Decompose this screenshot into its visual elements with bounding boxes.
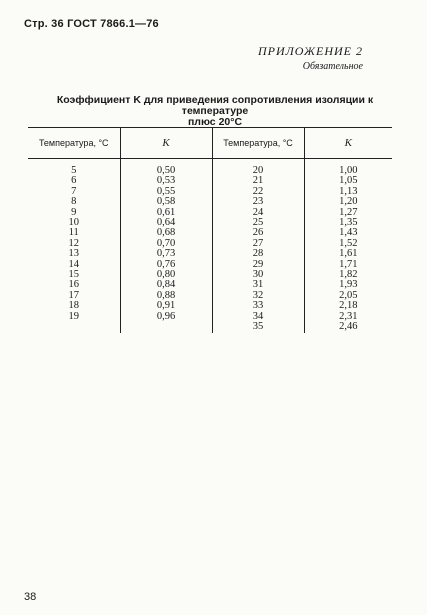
cell-k-right: 1,05 — [339, 175, 358, 187]
cell-temperature-left: 10 — [28, 218, 120, 228]
cell-k-right: 1,00 — [339, 165, 358, 176]
appendix-subtitle: Обязательное — [302, 61, 363, 72]
cell-k-right: 1,35 — [339, 217, 358, 229]
cell-temperature-left: 12 — [28, 239, 120, 249]
cell-k-left: 0,91 — [120, 301, 212, 311]
cell-k-left: 0,53 — [120, 176, 212, 186]
cell-temperature-right: 24 — [212, 208, 304, 218]
cell-k-right: 2,46 — [339, 321, 358, 333]
cell-temperature-left: 16 — [28, 280, 120, 290]
cell-k-left: 0,58 — [120, 197, 212, 207]
cell-temperature-right: 30 — [212, 270, 304, 280]
cell-k-left: 0,68 — [120, 228, 212, 238]
cell-temperature-left: 13 — [28, 249, 120, 259]
cell-temperature-left: 8 — [28, 197, 120, 207]
cell-temperature-left: 18 — [28, 301, 120, 311]
table-row — [28, 218, 392, 228]
table-row — [28, 208, 392, 218]
cell-k-left — [120, 322, 212, 332]
header-temperature-left: Температура, °С — [28, 128, 120, 159]
cell-k-left: 0,96 — [120, 312, 212, 322]
cell-k-left: 0,61 — [120, 208, 212, 218]
cell-k-left: 0,84 — [120, 280, 212, 290]
table-row — [28, 301, 392, 311]
page-label: Стр. 36 — [24, 18, 64, 30]
table-row — [28, 197, 392, 207]
cell-temperature-left: 11 — [28, 228, 120, 238]
cell-k-left: 0,50 — [120, 159, 212, 177]
cell-temperature-right: 21 — [212, 176, 304, 186]
cell-temperature-left: 15 — [28, 270, 120, 280]
cell-k-right: 1,52 — [339, 237, 358, 249]
cell-k-right: 1,20 — [339, 196, 358, 208]
cell-temperature-left: 5 — [28, 159, 120, 177]
cell-temperature-right: 25 — [212, 218, 304, 228]
cell-k-left: 0,76 — [120, 260, 212, 270]
header-k-left: K — [120, 128, 212, 159]
cell-temperature-left: 14 — [28, 260, 120, 270]
table-row — [28, 291, 392, 301]
cell-k-right: 2,05 — [339, 289, 358, 301]
cell-k-right: 2,31 — [339, 310, 358, 322]
cell-k-left: 0,55 — [120, 187, 212, 197]
table-row — [28, 270, 392, 280]
table-row — [28, 249, 392, 259]
table-row — [28, 159, 392, 177]
header-temperature-right: Температура, °С — [212, 128, 304, 159]
appendix-title: ПРИЛОЖЕНИЕ 2 — [258, 44, 363, 58]
table-row — [28, 239, 392, 249]
cell-temperature-right: 28 — [212, 249, 304, 259]
cell-k-right: 1,61 — [339, 248, 358, 260]
cell-temperature-right: 26 — [212, 228, 304, 238]
table-row — [28, 187, 392, 197]
cell-temperature-right: 34 — [212, 312, 304, 322]
table-caption-line1: Коэффициент K для приведения сопротивления изоляции к температуре — [56, 94, 374, 117]
table-row — [28, 312, 392, 322]
table-row — [28, 322, 392, 332]
cell-k-right: 1,43 — [339, 227, 358, 239]
cell-temperature-left: 7 — [28, 187, 120, 197]
page-header — [24, 18, 159, 30]
cell-temperature-left: 19 — [28, 312, 120, 322]
standard-designation: ГОСТ 7866.1—76 — [67, 18, 159, 30]
table-row — [28, 176, 392, 186]
header-k-right: K — [304, 128, 392, 159]
cell-k-left: 0,73 — [120, 249, 212, 259]
cell-temperature-left: 17 — [28, 291, 120, 301]
cell-k-right: 1,93 — [339, 279, 358, 291]
cell-temperature-right: 32 — [212, 291, 304, 301]
table-caption — [40, 95, 390, 128]
cell-temperature-right: 22 — [212, 187, 304, 197]
cell-temperature-right: 20 — [212, 159, 304, 177]
cell-k-left: 0,70 — [120, 239, 212, 249]
cell-k-left: 0,80 — [120, 270, 212, 280]
cell-temperature-right: 35 — [212, 322, 304, 332]
cell-k-right: 1,82 — [339, 269, 358, 281]
cell-temperature-right: 27 — [212, 239, 304, 249]
cell-k-left: 0,64 — [120, 218, 212, 228]
cell-temperature-right: 23 — [212, 197, 304, 207]
table-row — [28, 228, 392, 238]
coefficient-table — [28, 127, 392, 333]
table-row — [28, 280, 392, 290]
table-caption-line2: плюс 20°C — [187, 116, 243, 128]
cell-k-right: 1,71 — [339, 258, 358, 270]
cell-temperature-left: 9 — [28, 208, 120, 218]
cell-temperature-right: 29 — [212, 260, 304, 270]
cell-temperature-right: 33 — [212, 301, 304, 311]
cell-temperature-left: 6 — [28, 176, 120, 186]
appendix-heading — [258, 44, 363, 72]
table-header-row — [28, 128, 392, 159]
cell-k-right: 1,27 — [339, 206, 358, 218]
cell-temperature-right: 31 — [212, 280, 304, 290]
cell-k-left: 0,88 — [120, 291, 212, 301]
page-number: 38 — [24, 591, 37, 603]
cell-temperature-left — [28, 322, 120, 332]
cell-k-right: 2,18 — [339, 300, 358, 312]
table-body — [28, 159, 392, 333]
table-row — [28, 260, 392, 270]
cell-k-right: 1,13 — [339, 185, 358, 197]
